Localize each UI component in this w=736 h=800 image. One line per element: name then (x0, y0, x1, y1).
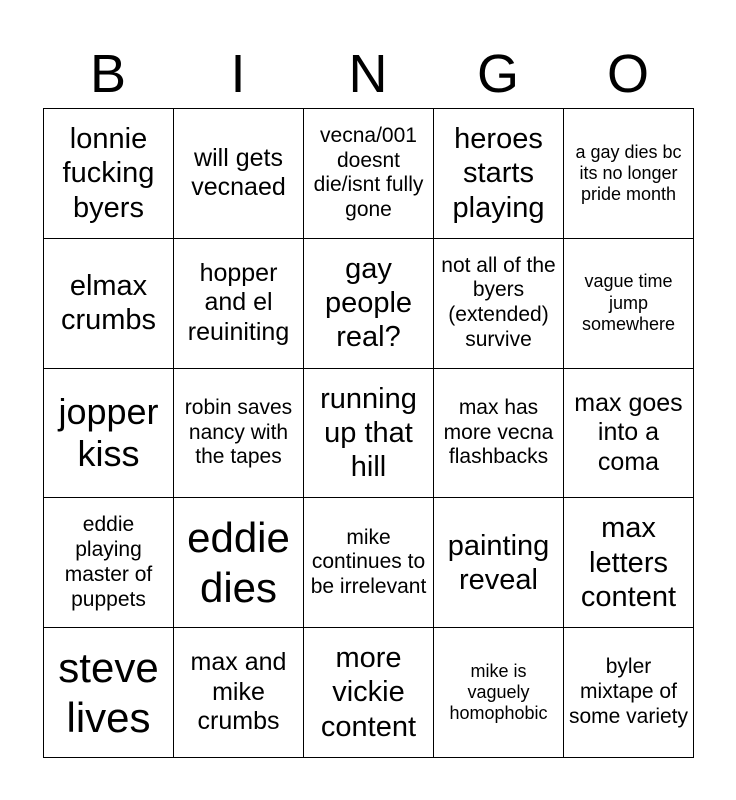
bingo-cell[interactable]: painting reveal (434, 498, 564, 628)
bingo-cell[interactable]: byler mixtape of some variety (564, 628, 694, 758)
grid-row (44, 498, 694, 628)
header-letter-g: G (476, 44, 519, 104)
bingo-grid (43, 108, 694, 758)
grid-row (44, 368, 694, 498)
header-letter-i: I (230, 44, 246, 104)
grid-row (44, 628, 694, 758)
bingo-cell[interactable]: max goes into a coma (564, 368, 694, 498)
bingo-cell[interactable]: hopper and el reuiniting (174, 238, 304, 368)
bingo-cell[interactable]: not all of the byers (extended) survive (434, 238, 564, 368)
bingo-cell[interactable]: running up that hill (304, 368, 434, 498)
bingo-cell[interactable]: robin saves nancy with the tapes (174, 368, 304, 498)
grid-row (44, 238, 694, 368)
bingo-cell[interactable]: a gay dies bc its no longer pride month (564, 109, 694, 239)
bingo-cell[interactable]: mike is vaguely homophobic (434, 628, 564, 758)
bingo-cell[interactable]: max and mike crumbs (174, 628, 304, 758)
bingo-cell[interactable]: lonnie fucking byers (44, 109, 174, 239)
bingo-header (43, 40, 693, 108)
bingo-cell[interactable]: steve lives (44, 628, 174, 758)
bingo-cell[interactable]: elmax crumbs (44, 238, 174, 368)
bingo-cell[interactable]: heroes starts playing (434, 109, 564, 239)
bingo-cell[interactable]: vague time jump somewhere (564, 238, 694, 368)
header-letter-n: N (348, 44, 388, 104)
bingo-cell[interactable]: eddie playing master of puppets (44, 498, 174, 628)
bingo-cell[interactable]: vecna/001 doesnt die/isnt fully gone (304, 109, 434, 239)
bingo-cell[interactable]: will gets vecnaed (174, 109, 304, 239)
bingo-cell[interactable]: max letters content (564, 498, 694, 628)
header-letter-o: O (606, 44, 649, 104)
header-letter-b: B (89, 44, 127, 104)
bingo-cell[interactable]: more vickie content (304, 628, 434, 758)
bingo-cell[interactable]: gay people real? (304, 238, 434, 368)
grid-row (44, 109, 694, 239)
bingo-cell[interactable]: mike continues to be irrelevant (304, 498, 434, 628)
bingo-cell[interactable]: eddie dies (174, 498, 304, 628)
bingo-cell[interactable]: max has more vecna flashbacks (434, 368, 564, 498)
bingo-cell[interactable]: jopper kiss (44, 368, 174, 498)
